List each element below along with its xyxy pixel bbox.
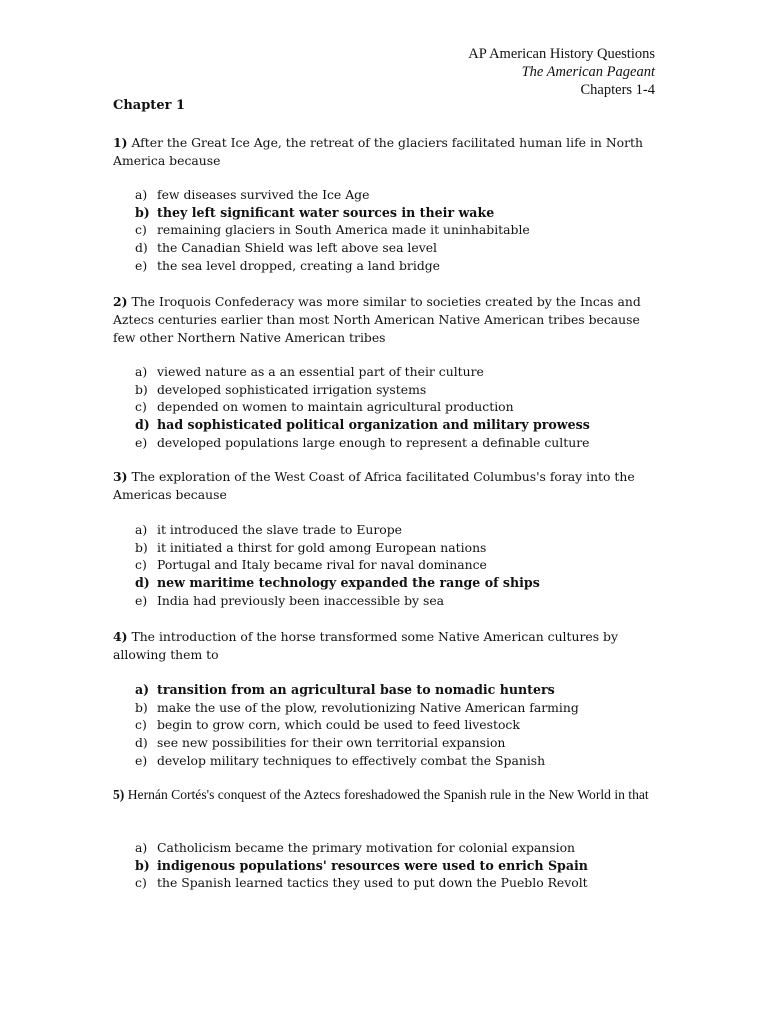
question-text: The exploration of the West Coast of Africa facilitated Columbus's foray into the Americas because <box>113 469 635 502</box>
answer-option <box>135 521 540 539</box>
option-letter: a) <box>135 187 148 202</box>
option-text: Portugal and Italy became rival for naval dominance <box>157 557 487 573</box>
question-number: 5) <box>113 787 125 802</box>
question-1 <box>113 134 658 170</box>
question-2 <box>113 293 658 346</box>
question-text: After the Great Ice Age, the retreat of the glaciers facilitated human life in North America because <box>113 135 644 168</box>
answer-option <box>135 874 588 892</box>
question-3 <box>113 468 658 504</box>
chapter-heading: Chapter 1 <box>113 98 186 113</box>
option-text: begin to grow corn, which could be used to feed livestock <box>157 717 520 733</box>
answer-option <box>135 398 590 416</box>
question-text: The Iroquois Confederacy was more similar to societies created by the Incas and Aztecs centuries earlier than most North American Native American tribes because few other Northern Native American tribes <box>113 294 641 345</box>
option-text: develop military techniques to effectively combat the Spanish <box>157 752 546 768</box>
header-chapters: Chapters 1-4 <box>580 82 655 98</box>
question-number: 2) <box>113 294 128 309</box>
option-text: see new possibilities for their own territorial expansion <box>157 735 506 751</box>
question-number: 4) <box>113 629 128 644</box>
answer-option <box>135 381 590 399</box>
answer-option <box>135 363 590 381</box>
answer-option <box>135 556 540 574</box>
option-text: the Spanish learned tactics they used to put down the Pueblo Revolt <box>157 875 588 891</box>
option-text: depended on women to maintain agricultural production <box>157 399 514 415</box>
option-letter: c) <box>135 222 147 238</box>
option-letter: b) <box>135 381 148 397</box>
option-letter: a) <box>135 522 148 537</box>
correct-answer-option <box>135 204 530 222</box>
option-text: developed populations large enough to represent a definable culture <box>157 434 590 450</box>
option-letter: b) <box>135 699 148 715</box>
correct-answer-option <box>135 574 540 592</box>
option-letter: e) <box>135 592 148 608</box>
option-text: remaining glaciers in South America made it uninhabitable <box>157 222 530 238</box>
answer-option <box>135 752 579 770</box>
document-header <box>468 45 655 99</box>
option-letter: d) <box>135 735 148 751</box>
answer-option <box>135 699 579 717</box>
question-3-options <box>135 521 540 609</box>
option-letter: c) <box>135 399 147 415</box>
header-course-title: AP American History Questions <box>468 46 655 62</box>
option-text: developed sophisticated irrigation systems <box>157 381 427 397</box>
correct-answer-option <box>135 681 579 699</box>
answer-option <box>135 239 530 257</box>
option-text: the sea level dropped, creating a land bridge <box>157 257 441 273</box>
option-letter: c) <box>135 875 147 891</box>
option-letter: c) <box>135 557 147 573</box>
question-1-options <box>135 186 530 274</box>
option-letter: b) <box>135 539 148 555</box>
answer-option <box>135 734 579 752</box>
option-text: Catholicism became the primary motivation for colonial expansion <box>157 840 576 855</box>
answer-option <box>135 186 530 204</box>
question-4-options <box>135 681 579 769</box>
option-text: few diseases survived the Ice Age <box>157 187 370 202</box>
option-text: it initiated a thirst for gold among European nations <box>157 539 487 555</box>
option-letter: e) <box>135 752 148 768</box>
answer-option <box>135 539 540 557</box>
answer-option <box>135 257 530 275</box>
option-text: had sophisticated political organization and military prowess <box>157 417 590 433</box>
answer-option <box>135 716 579 734</box>
option-letter: b) <box>135 204 150 220</box>
option-text: viewed nature as a an essential part of their culture <box>157 364 484 379</box>
option-text: make the use of the plow, revolutionizing Native American farming <box>157 699 579 715</box>
option-letter: c) <box>135 717 147 733</box>
option-text: transition from an agricultural base to nomadic hunters <box>157 682 555 697</box>
question-5-options <box>135 839 588 892</box>
answer-option <box>135 221 530 239</box>
option-letter: e) <box>135 257 148 273</box>
question-number: 3) <box>113 469 128 484</box>
option-text: indigenous populations' resources were used to enrich Spain <box>157 857 588 873</box>
option-text: the Canadian Shield was left above sea level <box>157 240 438 256</box>
option-letter: d) <box>135 417 150 433</box>
option-text: they left significant water sources in their wake <box>157 204 495 220</box>
question-text: The introduction of the horse transformed some Native American cultures by allowing them to <box>113 629 618 662</box>
question-2-options <box>135 363 590 451</box>
question-number: 1) <box>113 135 128 150</box>
option-letter: a) <box>135 682 150 697</box>
option-letter: d) <box>135 240 148 256</box>
option-letter: b) <box>135 857 150 873</box>
correct-answer-option <box>135 416 590 434</box>
option-text: it introduced the slave trade to Europe <box>157 522 402 537</box>
option-letter: a) <box>135 364 148 379</box>
correct-answer-option <box>135 857 588 875</box>
answer-option <box>135 434 590 452</box>
answer-option <box>135 839 588 857</box>
question-4 <box>113 628 658 664</box>
question-text: Hernán Cortés's conquest of the Aztecs foreshadowed the Spanish rule in the New World in that <box>127 787 649 802</box>
option-letter: d) <box>135 575 150 591</box>
option-text: India had previously been inaccessible by sea <box>157 592 445 608</box>
question-5 <box>113 786 658 804</box>
answer-option <box>135 592 540 610</box>
header-textbook-title: The American Pageant <box>521 64 655 80</box>
option-letter: a) <box>135 840 148 855</box>
option-letter: e) <box>135 434 148 450</box>
option-text: new maritime technology expanded the range of ships <box>157 575 540 591</box>
